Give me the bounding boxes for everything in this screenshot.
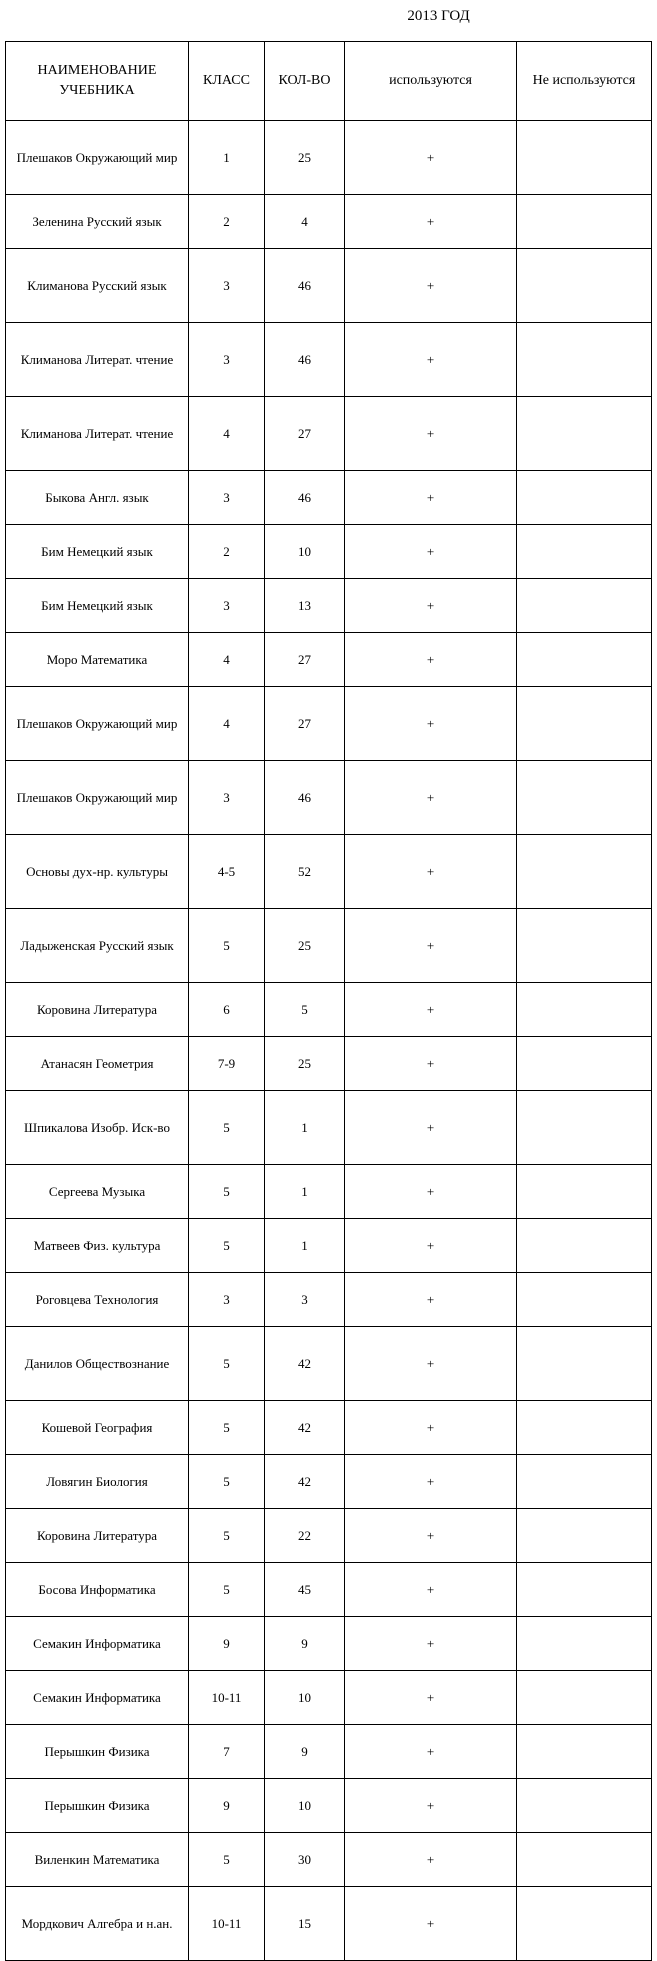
cell-grade: 3 (189, 471, 265, 525)
cell-grade: 3 (189, 579, 265, 633)
cell-grade: 5 (189, 1327, 265, 1401)
table-row (6, 1091, 652, 1165)
table-row (6, 1037, 652, 1091)
cell-name: Атанасян Геометрия (6, 1037, 189, 1091)
cell-name: Плешаков Окружающий мир (6, 687, 189, 761)
cell-count: 13 (265, 579, 345, 633)
cell-grade: 6 (189, 983, 265, 1037)
table-row (6, 1833, 652, 1887)
cell-name: Климанова Русский язык (6, 249, 189, 323)
cell-not-used (517, 195, 652, 249)
header-count: КОЛ-ВО (265, 42, 345, 121)
cell-not-used (517, 1671, 652, 1725)
cell-count: 9 (265, 1725, 345, 1779)
cell-used: + (345, 1091, 517, 1165)
table-row (6, 1509, 652, 1563)
cell-grade: 5 (189, 1563, 265, 1617)
cell-not-used (517, 1509, 652, 1563)
cell-count: 42 (265, 1401, 345, 1455)
cell-name: Роговцева Технология (6, 1273, 189, 1327)
cell-count: 27 (265, 687, 345, 761)
cell-grade: 5 (189, 1833, 265, 1887)
cell-not-used (517, 1401, 652, 1455)
cell-name: Кошевой География (6, 1401, 189, 1455)
cell-grade: 3 (189, 323, 265, 397)
cell-used: + (345, 835, 517, 909)
cell-used: + (345, 1833, 517, 1887)
cell-used: + (345, 1509, 517, 1563)
cell-grade: 10-11 (189, 1887, 265, 1961)
cell-not-used (517, 1563, 652, 1617)
header-grade: КЛАСС (189, 42, 265, 121)
cell-count: 52 (265, 835, 345, 909)
cell-grade: 4-5 (189, 835, 265, 909)
cell-used: + (345, 1671, 517, 1725)
cell-not-used (517, 983, 652, 1037)
cell-count: 46 (265, 471, 345, 525)
cell-not-used (517, 1725, 652, 1779)
cell-used: + (345, 633, 517, 687)
cell-name: Шпикалова Изобр. Иск-во (6, 1091, 189, 1165)
cell-not-used (517, 633, 652, 687)
cell-name: Бим Немецкий язык (6, 525, 189, 579)
cell-not-used (517, 1887, 652, 1961)
cell-count: 46 (265, 249, 345, 323)
cell-used: + (345, 195, 517, 249)
cell-grade: 9 (189, 1617, 265, 1671)
cell-used: + (345, 1165, 517, 1219)
cell-count: 42 (265, 1327, 345, 1401)
cell-used: + (345, 1219, 517, 1273)
cell-name: Данилов Обществознание (6, 1327, 189, 1401)
cell-grade: 3 (189, 761, 265, 835)
cell-grade: 7 (189, 1725, 265, 1779)
table-row (6, 1327, 652, 1401)
table-row (6, 1563, 652, 1617)
cell-name: Ладыженская Русский язык (6, 909, 189, 983)
cell-count: 1 (265, 1165, 345, 1219)
cell-not-used (517, 121, 652, 195)
cell-count: 46 (265, 761, 345, 835)
cell-count: 15 (265, 1887, 345, 1961)
cell-name: Виленкин Математика (6, 1833, 189, 1887)
cell-grade: 5 (189, 909, 265, 983)
cell-name: Моро Математика (6, 633, 189, 687)
cell-not-used (517, 323, 652, 397)
cell-name: Основы дух-нр. культуры (6, 835, 189, 909)
cell-not-used (517, 1617, 652, 1671)
cell-name: Сергеева Музыка (6, 1165, 189, 1219)
cell-used: + (345, 761, 517, 835)
cell-used: + (345, 121, 517, 195)
cell-used: + (345, 1725, 517, 1779)
cell-grade: 1 (189, 121, 265, 195)
table-row (6, 121, 652, 195)
cell-count: 25 (265, 909, 345, 983)
cell-grade: 5 (189, 1455, 265, 1509)
table-row (6, 1617, 652, 1671)
table-row (6, 761, 652, 835)
cell-used: + (345, 1779, 517, 1833)
cell-used: + (345, 1327, 517, 1401)
table-row (6, 249, 652, 323)
table-row (6, 1219, 652, 1273)
table-row (6, 1725, 652, 1779)
cell-grade: 7-9 (189, 1037, 265, 1091)
header-used: используются (345, 42, 517, 121)
table-row (6, 397, 652, 471)
table-row (6, 1401, 652, 1455)
cell-used: + (345, 983, 517, 1037)
cell-name: Семакин Информатика (6, 1671, 189, 1725)
cell-name: Климанова Литерат. чтение (6, 397, 189, 471)
cell-not-used (517, 1273, 652, 1327)
cell-not-used (517, 1455, 652, 1509)
cell-count: 25 (265, 121, 345, 195)
table-row (6, 633, 652, 687)
table-row (6, 1671, 652, 1725)
cell-name: Плешаков Окружающий мир (6, 121, 189, 195)
cell-grade: 5 (189, 1219, 265, 1273)
cell-used: + (345, 397, 517, 471)
table-row (6, 1779, 652, 1833)
cell-used: + (345, 471, 517, 525)
cell-count: 42 (265, 1455, 345, 1509)
cell-used: + (345, 579, 517, 633)
cell-count: 5 (265, 983, 345, 1037)
cell-used: + (345, 1273, 517, 1327)
cell-name: Перышкин Физика (6, 1725, 189, 1779)
cell-grade: 4 (189, 687, 265, 761)
table-row (6, 1887, 652, 1961)
cell-grade: 10-11 (189, 1671, 265, 1725)
header-name: НАИМЕНОВАНИЕ УЧЕБНИКА (6, 42, 189, 121)
cell-used: + (345, 687, 517, 761)
cell-name: Плешаков Окружающий мир (6, 761, 189, 835)
cell-count: 22 (265, 1509, 345, 1563)
cell-name: Мордкович Алгебра и н.ан. (6, 1887, 189, 1961)
cell-name: Перышкин Физика (6, 1779, 189, 1833)
cell-grade: 2 (189, 525, 265, 579)
textbook-table (5, 41, 652, 1961)
header-not-used: Не используются (517, 42, 652, 121)
cell-used: + (345, 323, 517, 397)
cell-used: + (345, 1401, 517, 1455)
cell-grade: 9 (189, 1779, 265, 1833)
cell-not-used (517, 397, 652, 471)
cell-not-used (517, 1037, 652, 1091)
table-row (6, 471, 652, 525)
table-row (6, 525, 652, 579)
cell-name: Ловягин Биология (6, 1455, 189, 1509)
cell-used: + (345, 249, 517, 323)
cell-count: 9 (265, 1617, 345, 1671)
cell-used: + (345, 1617, 517, 1671)
year-heading (0, 8, 657, 25)
cell-grade: 5 (189, 1165, 265, 1219)
table-row (6, 835, 652, 909)
cell-used: + (345, 1455, 517, 1509)
table-row (6, 983, 652, 1037)
cell-name: Семакин Информатика (6, 1617, 189, 1671)
cell-name: Коровина Литература (6, 983, 189, 1037)
cell-grade: 5 (189, 1401, 265, 1455)
cell-grade: 3 (189, 249, 265, 323)
cell-name: Босова Информатика (6, 1563, 189, 1617)
cell-count: 30 (265, 1833, 345, 1887)
cell-grade: 4 (189, 397, 265, 471)
table-row (6, 1273, 652, 1327)
cell-grade: 3 (189, 1273, 265, 1327)
cell-count: 1 (265, 1091, 345, 1165)
cell-not-used (517, 1327, 652, 1401)
cell-not-used (517, 525, 652, 579)
cell-count: 10 (265, 1671, 345, 1725)
cell-not-used (517, 1779, 652, 1833)
table-row (6, 1165, 652, 1219)
cell-name: Зеленина Русский язык (6, 195, 189, 249)
cell-count: 27 (265, 397, 345, 471)
table-body (6, 121, 652, 1961)
table-header (6, 42, 652, 121)
cell-used: + (345, 1037, 517, 1091)
cell-count: 46 (265, 323, 345, 397)
cell-name: Коровина Литература (6, 1509, 189, 1563)
cell-not-used (517, 1833, 652, 1887)
cell-count: 25 (265, 1037, 345, 1091)
cell-not-used (517, 1091, 652, 1165)
cell-count: 27 (265, 633, 345, 687)
table-row (6, 687, 652, 761)
cell-count: 10 (265, 525, 345, 579)
table-row (6, 323, 652, 397)
cell-used: + (345, 909, 517, 983)
cell-not-used (517, 1165, 652, 1219)
cell-grade: 2 (189, 195, 265, 249)
cell-not-used (517, 687, 652, 761)
cell-count: 1 (265, 1219, 345, 1273)
cell-grade: 5 (189, 1509, 265, 1563)
cell-name: Бим Немецкий язык (6, 579, 189, 633)
table-row (6, 909, 652, 983)
cell-not-used (517, 835, 652, 909)
cell-count: 3 (265, 1273, 345, 1327)
cell-not-used (517, 1219, 652, 1273)
cell-name: Климанова Литерат. чтение (6, 323, 189, 397)
cell-not-used (517, 579, 652, 633)
cell-used: + (345, 525, 517, 579)
table-row (6, 195, 652, 249)
cell-used: + (345, 1887, 517, 1961)
cell-count: 10 (265, 1779, 345, 1833)
cell-count: 4 (265, 195, 345, 249)
cell-grade: 4 (189, 633, 265, 687)
year-label: 2013 ГОД (407, 8, 470, 24)
table-row (6, 1455, 652, 1509)
cell-not-used (517, 471, 652, 525)
cell-count: 45 (265, 1563, 345, 1617)
cell-used: + (345, 1563, 517, 1617)
cell-not-used (517, 909, 652, 983)
table-row (6, 579, 652, 633)
cell-name: Матвеев Физ. культура (6, 1219, 189, 1273)
cell-name: Быкова Англ. язык (6, 471, 189, 525)
cell-not-used (517, 249, 652, 323)
header-row (6, 42, 652, 121)
cell-not-used (517, 761, 652, 835)
cell-grade: 5 (189, 1091, 265, 1165)
